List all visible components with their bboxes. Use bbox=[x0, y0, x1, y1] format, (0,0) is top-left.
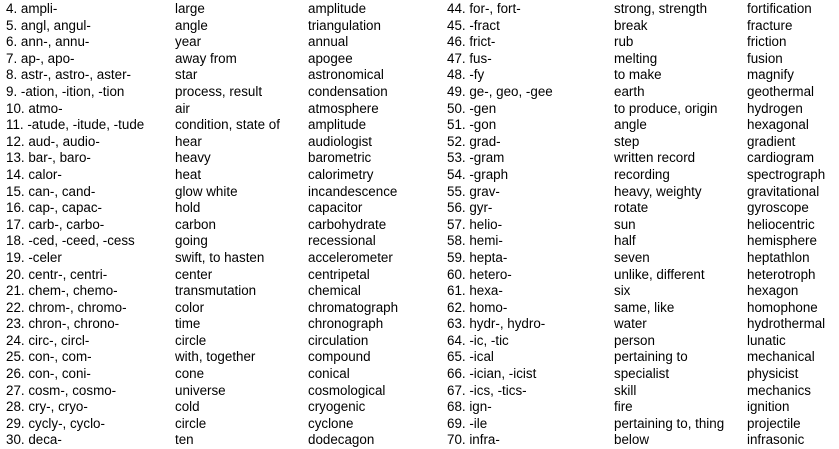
example-word: astronomical bbox=[308, 67, 384, 83]
meaning-entry: angle bbox=[614, 117, 647, 133]
example-word: capacitor bbox=[308, 200, 363, 216]
example-word: fortification bbox=[747, 1, 812, 16]
root-entry: 7. ap-, apo- bbox=[6, 50, 75, 66]
root-entry: 46. frict- bbox=[447, 34, 496, 50]
meaning-entry: skill bbox=[614, 382, 637, 398]
root-entry: 4. ampli- bbox=[6, 1, 58, 16]
meaning-entry: below bbox=[614, 432, 649, 448]
example-word: spectrograph bbox=[747, 166, 826, 182]
meaning-entry: circle bbox=[175, 332, 207, 348]
root-entry: 50. -gen bbox=[447, 100, 497, 116]
root-entry: 16. cap-, capac- bbox=[6, 200, 103, 216]
root-entry: 12. aud-, audio- bbox=[6, 133, 100, 149]
root-entry: 65. -ical bbox=[447, 349, 494, 365]
root-entry: 44. for-, fort- bbox=[447, 1, 521, 16]
root-entry: 54. -graph bbox=[447, 166, 509, 182]
meaning-entry: heat bbox=[175, 166, 202, 182]
example-word: recessional bbox=[308, 233, 376, 249]
root-entry: 10. atmo- bbox=[6, 100, 63, 116]
example-word: heterotroph bbox=[747, 266, 816, 282]
meaning-entry: person bbox=[614, 332, 655, 348]
example-word: friction bbox=[747, 34, 787, 50]
example-word: hydrogen bbox=[747, 100, 803, 116]
root-entry: 59. hepta- bbox=[447, 249, 508, 265]
column-right-roots bbox=[447, 1, 553, 449]
meaning-entry: process, result bbox=[175, 83, 263, 99]
meaning-entry: hold bbox=[175, 200, 201, 216]
meaning-entry: swift, to hasten bbox=[175, 249, 265, 265]
example-word: accelerometer bbox=[308, 249, 393, 265]
column-left-examples bbox=[308, 1, 398, 449]
root-entry: 14. calor- bbox=[6, 166, 62, 182]
example-word: geothermal bbox=[747, 83, 814, 99]
root-entry: 52. grad- bbox=[447, 133, 501, 149]
root-entry: 25. con-, com- bbox=[6, 349, 92, 365]
meaning-entry: condition, state of bbox=[175, 117, 280, 133]
root-entry: 64. -ic, -tic bbox=[447, 332, 509, 348]
root-entry: 51. -gon bbox=[447, 117, 497, 133]
example-word: magnify bbox=[747, 67, 794, 83]
root-entry: 18. -ced, -ceed, -cess bbox=[6, 233, 135, 249]
root-entry: 49. ge-, geo, -gee bbox=[447, 83, 553, 99]
example-word: heptathlon bbox=[747, 249, 810, 265]
meaning-entry: star bbox=[175, 67, 198, 83]
example-word: chronograph bbox=[308, 316, 384, 332]
meaning-entry: rub bbox=[614, 34, 634, 50]
root-entry: 23. chron-, chrono- bbox=[6, 316, 120, 332]
example-word: chromatograph bbox=[308, 299, 399, 315]
meaning-entry: heavy bbox=[175, 150, 211, 166]
meaning-entry: going bbox=[175, 233, 208, 249]
root-entry: 61. hexa- bbox=[447, 283, 503, 299]
root-entry: 15. can-, cand- bbox=[6, 183, 96, 199]
meaning-entry: step bbox=[614, 133, 640, 149]
meaning-entry: heavy, weighty bbox=[614, 183, 702, 199]
example-word: mechanical bbox=[747, 349, 815, 365]
meaning-entry: same, like bbox=[614, 299, 675, 315]
meaning-entry: year bbox=[175, 34, 202, 50]
example-word: projectile bbox=[747, 415, 801, 431]
root-entry: 63. hydr-, hydro- bbox=[447, 316, 546, 332]
meaning-entry: glow white bbox=[175, 183, 238, 199]
root-entry: 24. circ-, circl- bbox=[6, 332, 90, 348]
meaning-entry: melting bbox=[614, 50, 658, 66]
meaning-entry: unlike, different bbox=[614, 266, 705, 282]
column-left-roots bbox=[6, 1, 144, 449]
root-entry: 26. con-, coni- bbox=[6, 366, 91, 382]
meaning-entry: transmutation bbox=[175, 283, 257, 299]
example-word: condensation bbox=[308, 83, 388, 99]
meaning-entry: away from bbox=[175, 50, 237, 66]
meaning-entry: specialist bbox=[614, 366, 670, 382]
example-word: dodecagon bbox=[308, 432, 375, 448]
root-entry: 57. helio- bbox=[447, 216, 503, 232]
meaning-entry: universe bbox=[175, 382, 226, 398]
example-word: cryogenic bbox=[308, 399, 366, 415]
example-word: annual bbox=[308, 34, 349, 50]
example-word: fracture bbox=[747, 17, 793, 33]
meaning-entry: break bbox=[614, 17, 648, 33]
example-word: calorimetry bbox=[308, 166, 374, 182]
root-entry: 5. angl, angul- bbox=[6, 17, 91, 33]
root-entry: 69. -ile bbox=[447, 415, 488, 431]
example-word: ignition bbox=[747, 399, 790, 415]
root-entry: 9. -ation, -ition, -tion bbox=[6, 83, 125, 99]
root-entry: 53. -gram bbox=[447, 150, 505, 166]
meaning-entry: earth bbox=[614, 83, 645, 99]
root-entry: 11. -atude, -itude, -tude bbox=[6, 117, 145, 133]
example-word: gyroscope bbox=[747, 200, 809, 216]
meaning-entry: half bbox=[614, 233, 636, 249]
example-word: amplitude bbox=[308, 1, 367, 16]
example-word: homophone bbox=[747, 299, 818, 315]
example-word: circulation bbox=[308, 332, 369, 348]
meaning-entry: strong, strength bbox=[614, 1, 708, 16]
example-word: mechanics bbox=[747, 382, 812, 398]
root-entry: 47. fus- bbox=[447, 50, 492, 66]
meaning-entry: water bbox=[614, 316, 647, 332]
example-word: hexagonal bbox=[747, 117, 809, 133]
meaning-entry: center bbox=[175, 266, 213, 282]
example-word: gradient bbox=[747, 133, 796, 149]
example-word: compound bbox=[308, 349, 371, 365]
root-entry: 67. -ics, -tics- bbox=[447, 382, 527, 398]
meaning-entry: fire bbox=[614, 399, 633, 415]
example-word: physicist bbox=[747, 366, 799, 382]
root-entry: 21. chem-, chemo- bbox=[6, 283, 118, 299]
root-entry: 45. -fract bbox=[447, 17, 500, 33]
root-entry: 27. cosm-, cosmo- bbox=[6, 382, 117, 398]
example-word: lunatic bbox=[747, 332, 786, 348]
example-word: atmosphere bbox=[308, 100, 379, 116]
root-entry: 28. cry-, cryo- bbox=[6, 399, 88, 415]
example-word: conical bbox=[308, 366, 350, 382]
meaning-entry: written record bbox=[614, 150, 696, 166]
root-entry: 8. astr-, astro-, aster- bbox=[6, 67, 132, 83]
meaning-entry: angle bbox=[175, 17, 208, 33]
example-word: infrasonic bbox=[747, 432, 805, 448]
example-word: triangulation bbox=[308, 17, 381, 33]
root-entry: 19. -celer bbox=[6, 249, 62, 265]
root-entry: 60. hetero- bbox=[447, 266, 512, 282]
example-word: gravitational bbox=[747, 183, 820, 199]
root-entry: 20. centr-, centri- bbox=[6, 266, 108, 282]
column-left-meanings bbox=[175, 1, 280, 449]
meaning-entry: time bbox=[175, 316, 201, 332]
meaning-entry: rotate bbox=[614, 200, 649, 216]
root-entry: 70. infra- bbox=[447, 432, 500, 448]
example-word: audiologist bbox=[308, 133, 373, 149]
root-entry: 58. hemi- bbox=[447, 233, 503, 249]
meaning-entry: ten bbox=[175, 432, 194, 448]
root-entry: 68. ign- bbox=[447, 399, 492, 415]
meaning-entry: with, together bbox=[175, 349, 256, 365]
meaning-entry: pertaining to, thing bbox=[614, 415, 725, 431]
example-word: hexagon bbox=[747, 283, 799, 299]
example-word: cyclone bbox=[308, 415, 354, 431]
column-right-examples bbox=[747, 1, 825, 449]
meaning-entry: hear bbox=[175, 133, 202, 149]
meaning-entry: air bbox=[175, 100, 190, 116]
root-entry: 48. -fy bbox=[447, 67, 485, 83]
meaning-entry: recording bbox=[614, 166, 670, 182]
root-entry: 13. bar-, baro- bbox=[6, 150, 91, 166]
example-word: hemisphere bbox=[747, 233, 817, 249]
meaning-entry: cone bbox=[175, 366, 205, 382]
example-word: apogee bbox=[308, 50, 353, 66]
example-word: barometric bbox=[308, 150, 372, 166]
root-entry: 62. homo- bbox=[447, 299, 508, 315]
meaning-entry: seven bbox=[614, 249, 650, 265]
column-right-meanings bbox=[614, 1, 724, 449]
meaning-entry: six bbox=[614, 283, 631, 299]
root-entry: 56. gyr- bbox=[447, 200, 493, 216]
meaning-entry: pertaining to bbox=[614, 349, 688, 365]
meaning-entry: to make bbox=[614, 67, 662, 83]
example-word: chemical bbox=[308, 283, 361, 299]
meaning-entry: carbon bbox=[175, 216, 216, 232]
root-entry: 22. chrom-, chromo- bbox=[6, 299, 127, 315]
root-entry: 17. carb-, carbo- bbox=[6, 216, 105, 232]
example-word: centripetal bbox=[308, 266, 370, 282]
example-word: heliocentric bbox=[747, 216, 815, 232]
meaning-entry: cold bbox=[175, 399, 200, 415]
meaning-entry: large bbox=[175, 1, 205, 16]
root-entry: 29. cycly-, cyclo- bbox=[6, 415, 105, 431]
meaning-entry: circle bbox=[175, 415, 207, 431]
example-word: incandescence bbox=[308, 183, 398, 199]
example-word: cardiogram bbox=[747, 150, 814, 166]
meaning-entry: color bbox=[175, 299, 205, 315]
meaning-entry: sun bbox=[614, 216, 636, 232]
example-word: amplitude bbox=[308, 117, 367, 133]
example-word: hydrothermal bbox=[747, 316, 826, 332]
meaning-entry: to produce, origin bbox=[614, 100, 718, 116]
example-word: cosmological bbox=[308, 382, 386, 398]
root-entry: 66. -ician, -icist bbox=[447, 366, 537, 382]
root-entry: 55. grav- bbox=[447, 183, 500, 199]
example-word: carbohydrate bbox=[308, 216, 387, 232]
root-entry: 6. ann-, annu- bbox=[6, 34, 90, 50]
root-entry: 30. deca- bbox=[6, 432, 62, 448]
example-word: fusion bbox=[747, 50, 783, 66]
